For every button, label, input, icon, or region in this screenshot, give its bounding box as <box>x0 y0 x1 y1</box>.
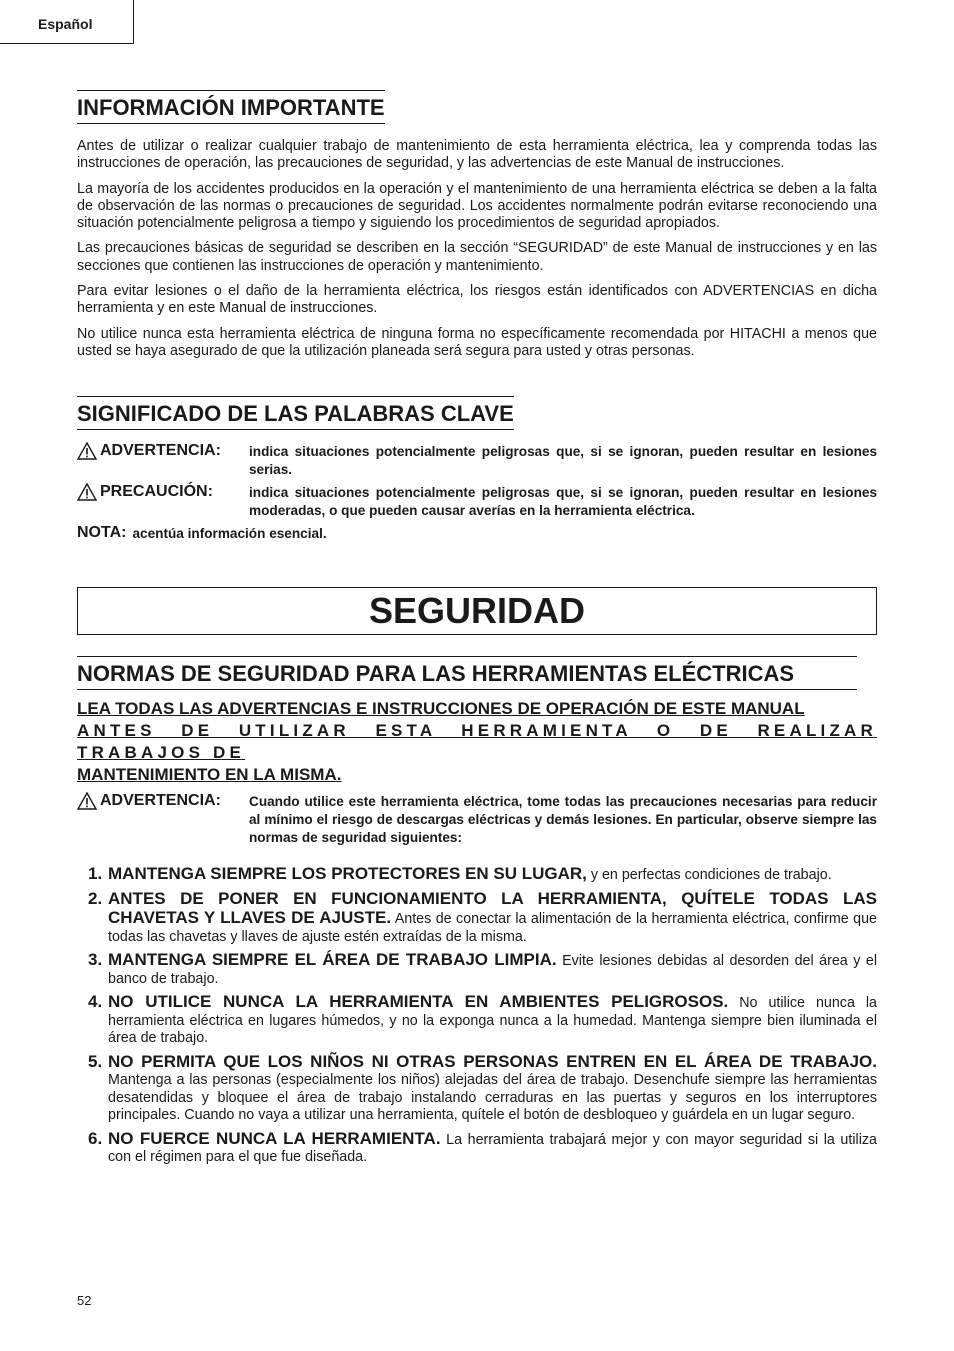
rule-text: Mantenga a las personas (especialmente los niños) alejadas del área de trabajo. Desenchufe siempre las herramientas desatendidas y bloquee el área de trabajo instalando cerraduras en las puertas y seguros en los interruptores principales. Cuando no vaya a utilizar una herramienta, quítele el botón de desbloqueo y guárdela en un lugar seguro. <box>108 1072 877 1124</box>
rule-heading: MANTENGA SIEMPRE EL ÁREA DE TRABAJO LIMPIA. <box>108 950 557 970</box>
rule-heading: MANTENGA SIEMPRE LOS PROTECTORES EN SU LUGAR, <box>108 864 587 884</box>
rule-number: 2. <box>88 888 103 908</box>
keyword-term-label: PRECAUCIÓN: <box>100 483 213 501</box>
keyword-definition: indica situaciones potencialmente peligrosas que, si se ignoran, pueden resultar en lesiones serias. <box>249 444 877 478</box>
list-item <box>77 1130 877 1167</box>
safety-banner: SEGURIDAD <box>77 587 877 635</box>
keyword-term <box>77 792 249 847</box>
rule-text: La herramienta trabajará mejor y con mayor seguridad si la utiliza con el régimen para el que fue diseñada. <box>108 1131 877 1166</box>
keyword-term <box>77 483 249 520</box>
keyword-caution <box>77 483 877 520</box>
list-item <box>77 1053 877 1125</box>
read-instructions-notice <box>77 698 877 786</box>
page-number: 52 <box>77 1293 92 1308</box>
keyword-term <box>77 442 249 479</box>
keyword-note <box>77 524 877 543</box>
rule-heading: NO FUERCE NUNCA LA HERRAMIENTA. <box>108 1128 441 1148</box>
safety-rules-list <box>77 865 877 1167</box>
rule-number: 3. <box>88 950 103 970</box>
info-paragraph: Para evitar lesiones o el daño de la herramienta eléctrica, los riesgos están identificados con ADVERTENCIAS en dicha herramienta y en este Manual de instrucciones. <box>77 283 877 317</box>
rule-heading: ANTES DE PONER EN FUNCIONAMIENTO LA HERRAMIENTA, QUÍTELE TODAS LAS CHAVETAS Y LLAVES DE AJUSTE. <box>108 888 877 928</box>
keyword-warning <box>77 442 877 479</box>
keyword-definition: indica situaciones potencialmente peligrosas que, si se ignoran, pueden resultar en lesiones moderadas, o que pueden causar averías en la herramienta eléctrica. <box>249 485 877 519</box>
warning-triangle-icon <box>77 792 97 810</box>
info-paragraph: No utilice nunca esta herramienta eléctrica de ninguna forma no específicamente recomendada por HITACHI a menos que usted se haya asegurado de que la utilización planeada será segura para usted y otras personas. <box>77 325 877 359</box>
info-paragraph: La mayoría de los accidentes producidos en la operación y el mantenimiento de una herramienta eléctrica se deben a la falta de observación de las normas o precauciones de seguridad. Los accidentes normalmente podrán evitarse reconociendo una situación potencialmente peligrosa a tiempo y siguiendo los procedimientos de seguridad apropiados. <box>77 180 877 232</box>
info-paragraph: Las precauciones básicas de seguridad se describen en la sección “SEGURIDAD” de este Manual de instrucciones y en las secciones que contienen las instrucciones de operación y mantenimiento. <box>77 240 877 274</box>
rule-text: y en perfectas condiciones de trabajo. <box>590 867 832 884</box>
info-heading: INFORMACIÓN IMPORTANTE <box>77 90 385 124</box>
warning-triangle-icon <box>77 442 97 460</box>
rule-text: Evite lesiones debidas al desorden del área y el banco de trabajo. <box>108 953 878 987</box>
rule-heading: NO PERMITA QUE LOS NIÑOS NI OTRAS PERSONAS ENTREN EN EL ÁREA DE TRABAJO. <box>108 1051 877 1071</box>
rule-heading: NO UTILICE NUNCA LA HERRAMIENTA EN AMBIENTES PELIGROSOS. <box>108 992 729 1012</box>
list-item <box>77 890 877 947</box>
rule-text: Antes de conectar la alimentación de la herramienta eléctrica, confirme que todas las chavetas y llaves de ajuste estén extraídas de la misma. <box>108 911 877 945</box>
info-paragraph: Antes de utilizar o realizar cualquier trabajo de mantenimiento de esta herramienta eléctrica, lea y comprenda todas las instrucciones de operación, las precauciones de seguridad, y las advertencias de este Manual de instrucciones. <box>77 138 877 172</box>
warning-triangle-icon <box>77 483 97 501</box>
keywords-heading: SIGNIFICADO DE LAS PALABRAS CLAVE <box>77 396 514 430</box>
rule-number: 6. <box>88 1128 103 1148</box>
list-item <box>77 993 877 1048</box>
list-item <box>77 865 877 885</box>
rules-heading: NORMAS DE SEGURIDAD PARA LAS HERRAMIENTAS ELÉCTRICAS <box>77 656 857 690</box>
rule-number: 5. <box>88 1051 103 1071</box>
notice-line: LEA TODAS LAS ADVERTENCIAS E INSTRUCCIONES DE OPERACIÓN DE ESTE MANUAL <box>77 699 805 719</box>
keyword-definition: acentúa información esencial. <box>132 526 327 542</box>
notice-line: ANTES DE UTILIZAR ESTA HERRAMIENTA O DE REALIZAR TRABAJOS DE <box>77 721 877 763</box>
language-tab <box>0 0 134 44</box>
rule-number: 1. <box>88 864 103 884</box>
safety-warning <box>77 792 877 847</box>
page-content <box>77 90 877 1172</box>
rule-number: 4. <box>88 992 103 1012</box>
keyword-term-label: ADVERTENCIA: <box>100 442 221 460</box>
safety-warning-text: Cuando utilice este herramienta eléctrica, tome todas las precauciones necesarias para reducir al mínimo el riesgo de descargas eléctricas y demás lesiones. En particular, observe siempre las normas de seguridad siguientes: <box>249 794 877 846</box>
list-item <box>77 951 877 988</box>
rule-text: No utilice nunca la herramienta eléctrica en lugares húmedos, y no la exponga nunca a la humedad. Mantenga siempre bien iluminada el área de trabajo. <box>108 995 877 1047</box>
language-label: Español <box>38 16 93 32</box>
notice-line: MANTENIMIENTO EN LA MISMA. <box>77 765 342 785</box>
keyword-term-label: NOTA: <box>77 524 127 542</box>
keyword-term-label: ADVERTENCIA: <box>100 792 221 810</box>
